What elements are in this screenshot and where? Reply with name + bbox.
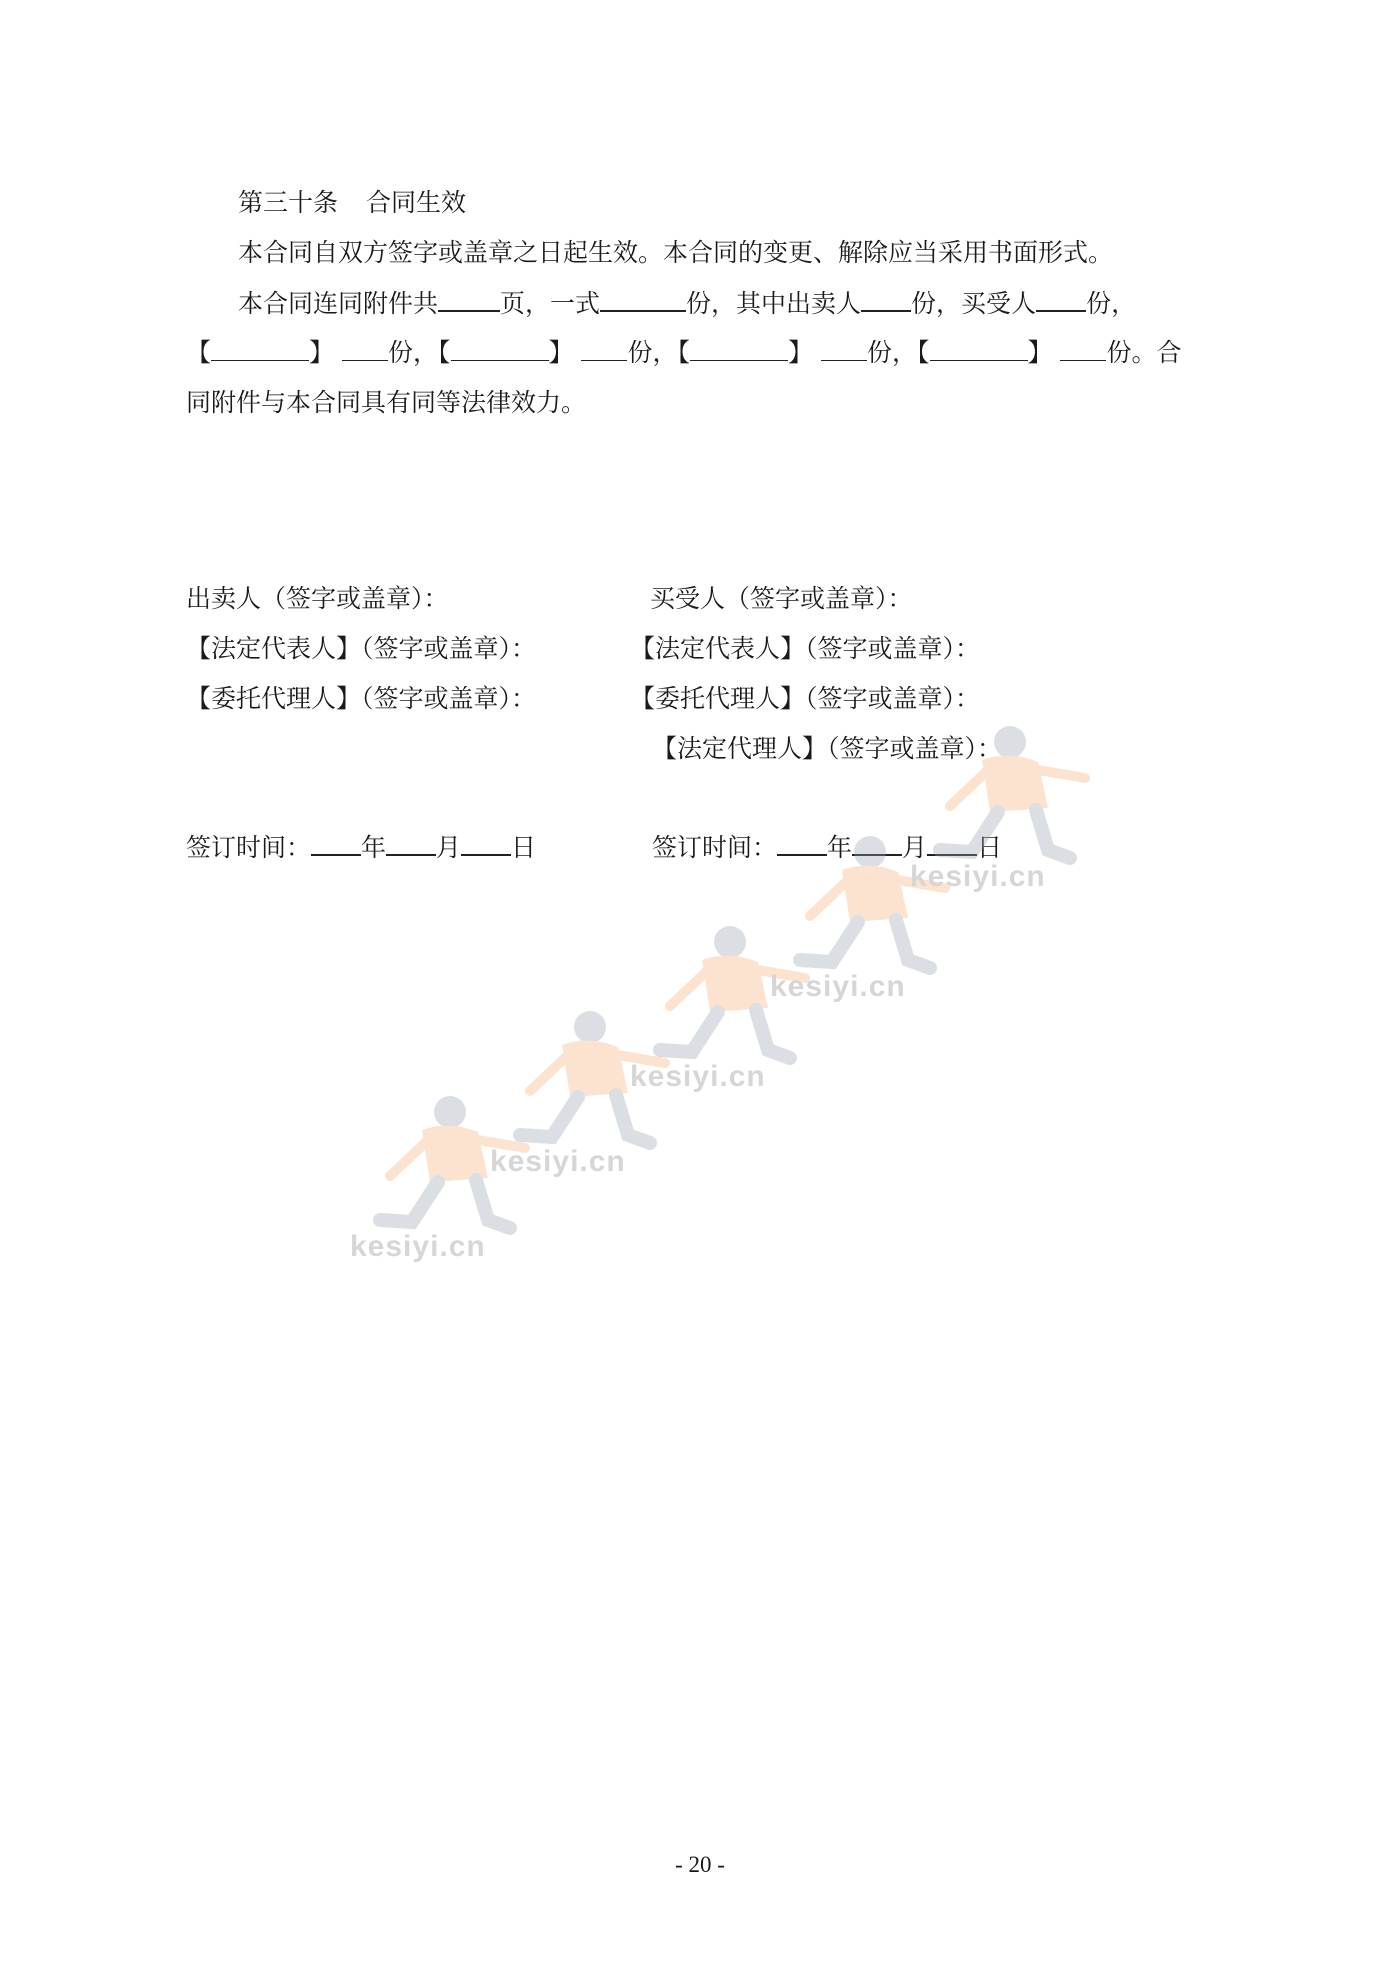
other-parties-copies-line: 【 】 份，【 】 份，【 】 份，【 】 份。合 bbox=[186, 338, 1182, 367]
watermark-text: kesiyi.cn bbox=[770, 970, 906, 1003]
article-title: 合同生效 bbox=[366, 188, 467, 217]
watermark-text: kesiyi.cn bbox=[350, 1230, 486, 1263]
buyer-sign-date: 签订时间： 年 月 日 bbox=[652, 830, 1002, 865]
party-name-blank-2[interactable] bbox=[451, 336, 549, 361]
copies-paragraph: 本合同连同附件共 页，一式 份，其中出卖人 份，买受人 份， bbox=[238, 286, 1136, 321]
party-name-blank-3[interactable] bbox=[690, 336, 788, 361]
buyer-legal-agent-label: 【法定代理人】（签字或盖章）： bbox=[652, 734, 1003, 763]
page-number: - 20 - bbox=[675, 1852, 725, 1877]
watermark-text: kesiyi.cn bbox=[490, 1145, 626, 1178]
buyer-agent-label: 【委托代理人】（签字或盖章）： bbox=[630, 684, 981, 713]
party-name-blank-4[interactable] bbox=[930, 336, 1028, 361]
watermark-figure-icon bbox=[920, 720, 1090, 874]
total-copies-blank[interactable] bbox=[600, 286, 686, 312]
seller-agent-label: 【委托代理人】（签字或盖章）： bbox=[186, 684, 537, 713]
party-name-blank-1[interactable] bbox=[211, 336, 309, 361]
party-copies-blank-2[interactable] bbox=[581, 336, 627, 361]
buyer-legal-rep-label: 【法定代表人】（签字或盖章）： bbox=[630, 634, 981, 663]
seller-copies-blank[interactable] bbox=[861, 286, 911, 312]
seller-day-blank[interactable] bbox=[461, 830, 511, 856]
party-copies-blank-4[interactable] bbox=[1060, 336, 1106, 361]
seller-legal-rep-label: 【法定代表人】（签字或盖章）： bbox=[186, 634, 537, 663]
seller-sign-date: 签订时间： 年 月 日 bbox=[186, 830, 536, 865]
buyer-copies-blank[interactable] bbox=[1036, 286, 1086, 312]
seller-month-blank[interactable] bbox=[386, 830, 436, 856]
party-copies-blank-1[interactable] bbox=[342, 336, 388, 361]
pages-blank[interactable] bbox=[438, 286, 500, 312]
article-heading bbox=[238, 186, 466, 220]
equal-effect-paragraph: 同附件与本合同具有同等法律效力。 bbox=[186, 388, 587, 417]
article-number: 第三十条 bbox=[238, 188, 339, 217]
seller-signature-label: 出卖人（签字或盖章）： bbox=[186, 584, 449, 613]
effect-paragraph: 本合同自双方签字或盖章之日起生效。本合同的变更、解除应当采用书面形式。 bbox=[238, 238, 1114, 267]
buyer-signature-label: 买受人（签字或盖章）： bbox=[650, 584, 913, 613]
watermark-text: kesiyi.cn bbox=[910, 860, 1046, 893]
party-copies-blank-3[interactable] bbox=[821, 336, 867, 361]
watermark-text: kesiyi.cn bbox=[630, 1060, 766, 1093]
seller-year-blank[interactable] bbox=[311, 830, 361, 856]
